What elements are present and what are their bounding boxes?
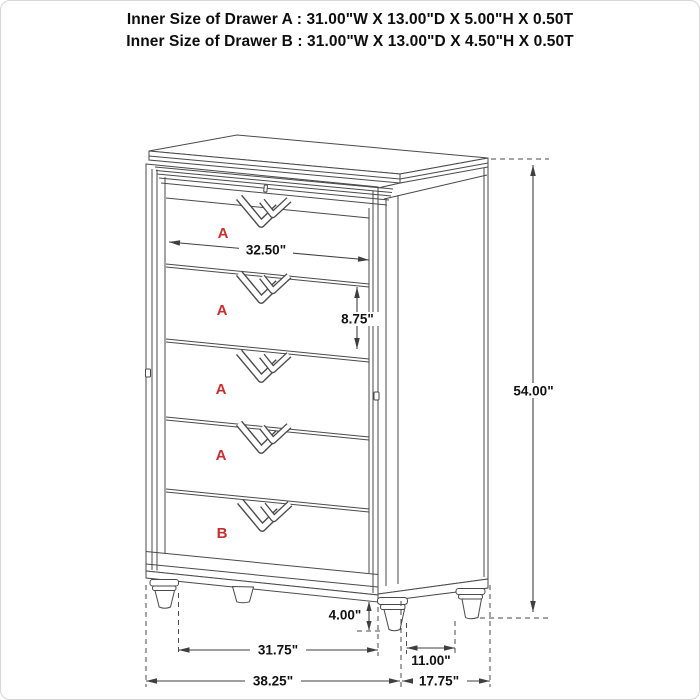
drawer-1-label: A bbox=[217, 225, 229, 242]
chest-side-panel bbox=[378, 163, 488, 602]
dimension-overall-depth bbox=[402, 674, 490, 689]
right-drawer-stop-peg bbox=[374, 392, 379, 400]
dimension-leg-height bbox=[329, 602, 372, 631]
rear-right-leg bbox=[456, 589, 485, 619]
front-center-leg bbox=[233, 587, 254, 603]
chest-front-frame bbox=[146, 164, 380, 602]
drawer-5-label: B bbox=[216, 525, 228, 542]
front-right-leg bbox=[378, 598, 408, 631]
drawer-4-label: A bbox=[215, 447, 227, 464]
dimension-overall-width bbox=[146, 674, 400, 689]
front-left-leg bbox=[150, 580, 179, 609]
front-leg-spacing-value: 31.75" bbox=[257, 642, 299, 658]
chest-dimension-diagram bbox=[1, 1, 700, 700]
dimension-overall-height bbox=[507, 165, 560, 612]
drawer-a-inner-size-text: Inner Size of Drawer A : 31.00"W X 13.00"D X 5.00"H X 0.50T bbox=[126, 11, 574, 28]
keyhole-detail bbox=[264, 185, 268, 192]
drawer-2-label: A bbox=[216, 302, 228, 319]
side-leg-spacing-value: 11.00" bbox=[411, 653, 451, 668]
drawer-face-height-value: 8.75" bbox=[341, 311, 374, 327]
drawer-b-inner-size-text: Inner Size of Drawer B : 31.00"W X 13.00"D X 4.50"H X 0.50T bbox=[126, 33, 574, 50]
dimension-front-leg-spacing bbox=[179, 643, 379, 658]
left-drawer-stop-peg bbox=[146, 369, 151, 377]
leg-height-value: 4.00" bbox=[328, 607, 362, 623]
overall-depth-value: 17.75" bbox=[418, 673, 460, 689]
overall-height-value: 54.00" bbox=[513, 383, 554, 399]
drawer-opening-width-value: 32.50" bbox=[245, 242, 287, 258]
dimension-side-leg-spacing bbox=[407, 645, 456, 668]
drawer-3-label: A bbox=[215, 381, 227, 398]
overall-width-value: 38.25" bbox=[252, 673, 294, 689]
